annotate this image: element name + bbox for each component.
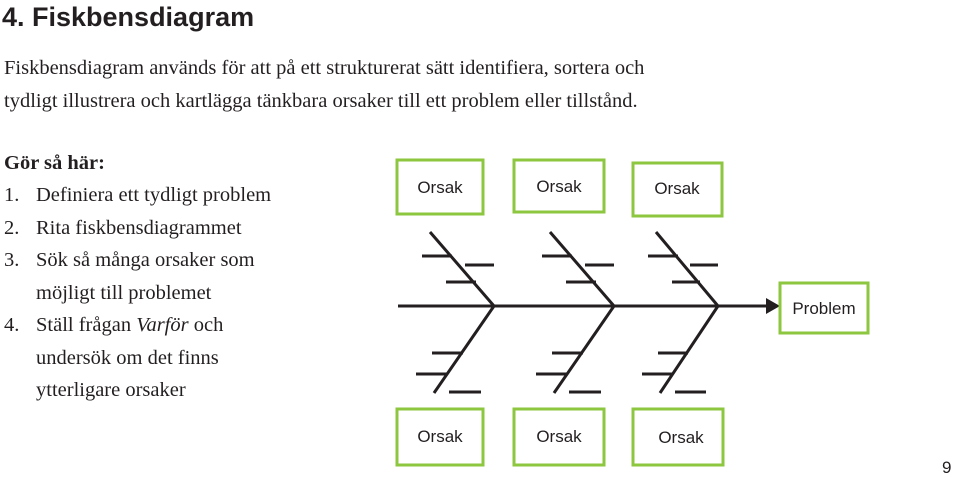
step-text-pre: Ställ frågan bbox=[36, 314, 137, 336]
step-number: 2. bbox=[4, 216, 20, 239]
intro-line: tydligt illustrera och kartlägga tänkbara orsaker till ett problem eller tillstånd. bbox=[4, 90, 638, 112]
step-text-emphasis: Varför bbox=[136, 314, 189, 336]
step-text-post: och bbox=[188, 314, 224, 336]
howto-heading: Gör så här: bbox=[4, 152, 105, 174]
fishbone-lines bbox=[398, 232, 768, 393]
cause-label-bottom-3: Orsak bbox=[658, 428, 704, 447]
page-number: 9 bbox=[942, 458, 952, 477]
cause-label-bottom-1: Orsak bbox=[417, 427, 463, 446]
step-number: 1. bbox=[4, 184, 20, 206]
step-text: undersök om det finns bbox=[36, 346, 219, 369]
bone-bottom-1 bbox=[434, 306, 494, 393]
bone-bottom-3 bbox=[660, 306, 718, 393]
bone-top-2 bbox=[550, 232, 614, 306]
step-text: möjligt till problemet bbox=[36, 281, 212, 304]
problem-label: Problem bbox=[792, 299, 856, 318]
step-number: 3. bbox=[4, 249, 20, 271]
bone-top-1 bbox=[430, 232, 494, 306]
bone-top-3 bbox=[656, 232, 718, 306]
cause-label-top-1: Orsak bbox=[417, 178, 463, 197]
arrow-head-icon bbox=[766, 298, 780, 314]
step-text: Definiera ett tydligt problem bbox=[36, 184, 272, 206]
cause-label-top-3: Orsak bbox=[654, 179, 700, 198]
cause-label-bottom-2: Orsak bbox=[536, 427, 582, 446]
step-text: ytterligare orsaker bbox=[36, 379, 186, 401]
intro-line: Fiskbensdiagram används för att på ett strukturerat sätt identifiera, sortera och bbox=[4, 57, 645, 79]
cause-label-top-2: Orsak bbox=[536, 177, 582, 196]
page-title: 4. Fiskbensdiagram bbox=[2, 2, 255, 32]
step-text: Rita fiskbensdiagrammet bbox=[36, 216, 242, 239]
step-number: 4. bbox=[4, 314, 20, 336]
bone-bottom-2 bbox=[554, 306, 614, 393]
step-text: Sök så många orsaker som bbox=[36, 249, 255, 271]
